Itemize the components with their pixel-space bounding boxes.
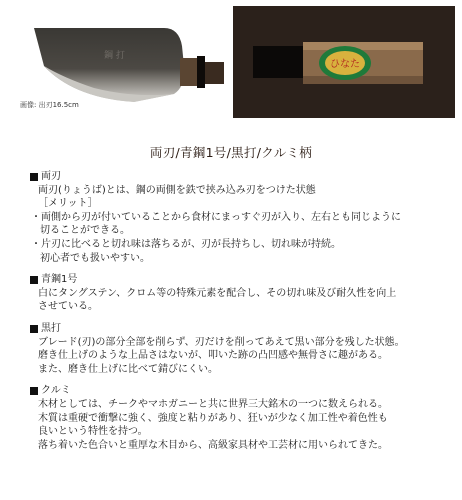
section-line: ［メリット］ — [38, 198, 98, 210]
handle-photo — [233, 6, 455, 118]
knife-photo — [14, 6, 224, 118]
section-line: 落ち着いた色合いと重厚な木目から、高級家具材や工芸材に用いられてきた。 — [38, 439, 388, 451]
square-bullet-icon — [30, 173, 38, 181]
section-aogami — [30, 273, 450, 314]
section-heading: 青鋼1号 — [41, 274, 78, 286]
bullet-line: 初心者でも扱いやすい。 — [40, 252, 150, 264]
section-line: 木材としては、チークやマホガニーと共に世界三大銘木の一つに数えられる。 — [38, 398, 388, 410]
section-kurumi — [30, 384, 450, 452]
description — [30, 170, 450, 460]
bullet-line: ・片刃に比べると切れ味は落ちるが、刃が長持ちし、切れ味が持続。 — [31, 238, 341, 250]
square-bullet-icon — [30, 387, 38, 395]
bullet-line: 切ることができる。 — [40, 225, 130, 237]
section-kurouchi — [30, 322, 450, 376]
section-line: 木質は重硬で衝撃に強く、強度と粘りがあり、狂いが少なく加工性や着色性も — [38, 412, 388, 424]
section-line: また、磨き仕上げに比べて錆びにくい。 — [38, 363, 218, 375]
bullet-line: ・両側から刃が付いていることから食材にまっすぐ刃が入り、左右とも同じように — [31, 211, 401, 223]
page-title: 両刃/青鋼1号/黒打/クルミ柄 — [149, 145, 313, 160]
section-line: 両刃(りょうば)とは、鋼の両側を鉄で挟み込み刃をつけた状態 — [38, 184, 316, 196]
svg-text:ひなた: ひなた — [330, 59, 360, 70]
section-heading: 両刃 — [41, 171, 61, 182]
section-heading: 黒打 — [41, 322, 61, 334]
section-ryoba — [30, 170, 450, 265]
walnut-handle-image — [233, 6, 455, 118]
section-line: 良いという特性を持つ。 — [38, 426, 148, 438]
section-heading: クルミ — [41, 385, 71, 397]
square-bullet-icon — [30, 276, 38, 284]
square-bullet-icon — [30, 325, 38, 333]
svg-text:鋼 打: 鋼 打 — [104, 51, 125, 61]
knife-caption: 画像: 出刃16.5cm — [20, 101, 79, 109]
section-line: 白にタングステン、クロム等の特殊元素を配合し、その切れ味及び耐久性を向上 — [38, 287, 397, 299]
section-line: させている。 — [38, 301, 98, 313]
section-line: ブレード(刃)の部分全部を削らず、刃だけを削ってあえて黒い部分を残した状態。 — [38, 336, 405, 348]
section-line: 磨き仕上げのような上品さはないが、叩いた跡の凸凹感や無骨さに趣がある。 — [38, 350, 388, 362]
